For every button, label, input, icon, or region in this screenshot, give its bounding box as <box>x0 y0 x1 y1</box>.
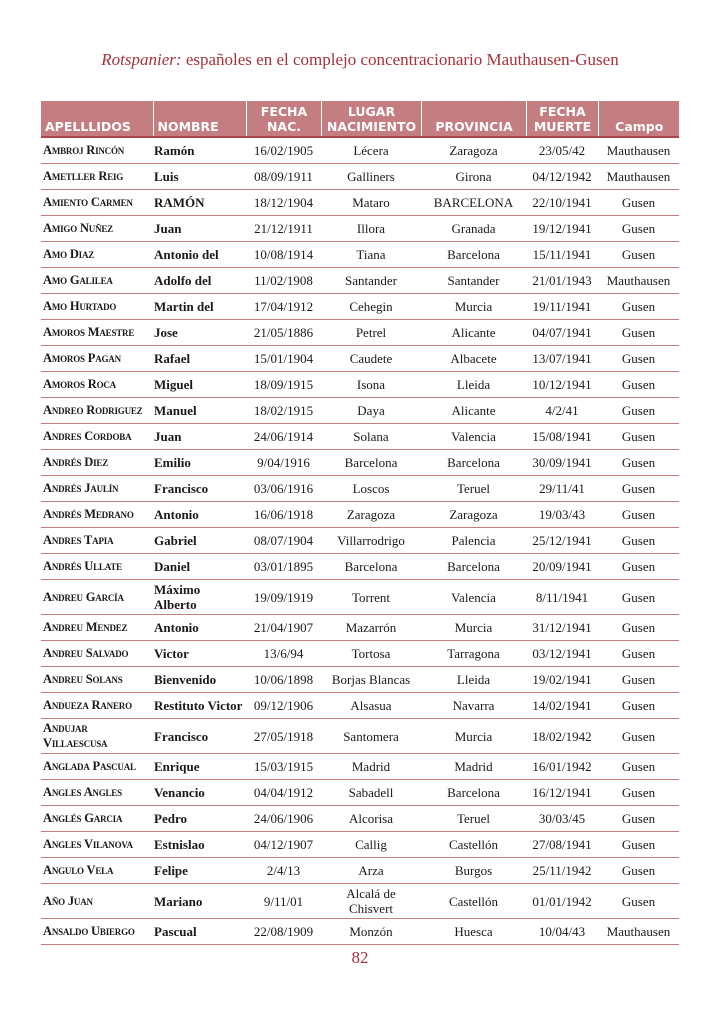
cell-apellidos: Angles Angles <box>41 780 153 806</box>
cell-fecha-muerte: 30/03/45 <box>526 806 598 832</box>
cell-campo: Mauthausen <box>598 919 679 945</box>
cell-fecha-nac: 27/05/1918 <box>246 719 321 754</box>
cell-lugar-nacimiento: Villarrodrigo <box>321 528 421 554</box>
cell-fecha-muerte: 4/2/41 <box>526 398 598 424</box>
cell-fecha-muerte: 31/12/1941 <box>526 615 598 641</box>
table-row <box>41 242 679 268</box>
cell-lugar-nacimiento: Illora <box>321 216 421 242</box>
cell-apellidos: Andreu Solans <box>41 667 153 693</box>
cell-lugar-nacimiento: Daya <box>321 398 421 424</box>
column-header-campo: Campo <box>598 101 679 137</box>
cell-fecha-nac: 18/02/1915 <box>246 398 321 424</box>
cell-fecha-muerte: 16/01/1942 <box>526 754 598 780</box>
cell-nombre: Pedro <box>153 806 246 832</box>
cell-campo: Gusen <box>598 346 679 372</box>
cell-fecha-nac: 21/04/1907 <box>246 615 321 641</box>
cell-nombre: Luis <box>153 164 246 190</box>
cell-lugar-nacimiento: Santomera <box>321 719 421 754</box>
cell-nombre: Victor <box>153 641 246 667</box>
cell-apellidos: Andres Tapia <box>41 528 153 554</box>
cell-apellidos: Amoros Pagan <box>41 346 153 372</box>
cell-fecha-muerte: 19/12/1941 <box>526 216 598 242</box>
cell-apellidos: Amo Galilea <box>41 268 153 294</box>
cell-campo: Gusen <box>598 398 679 424</box>
cell-campo: Gusen <box>598 667 679 693</box>
cell-fecha-muerte: 15/11/1941 <box>526 242 598 268</box>
table-row <box>41 450 679 476</box>
cell-provincia: Alicante <box>421 398 526 424</box>
table-row <box>41 580 679 615</box>
table-row <box>41 693 679 719</box>
cell-provincia: Murcia <box>421 719 526 754</box>
cell-lugar-nacimiento: Isona <box>321 372 421 398</box>
cell-nombre: Daniel <box>153 554 246 580</box>
cell-lugar-nacimiento: Tortosa <box>321 641 421 667</box>
cell-fecha-muerte: 15/08/1941 <box>526 424 598 450</box>
table-row <box>41 554 679 580</box>
table-row <box>41 190 679 216</box>
cell-campo: Gusen <box>598 580 679 615</box>
cell-fecha-muerte: 18/02/1942 <box>526 719 598 754</box>
cell-lugar-nacimiento: Cehegin <box>321 294 421 320</box>
cell-apellidos: Amoros Maestre <box>41 320 153 346</box>
cell-fecha-nac: 08/09/1911 <box>246 164 321 190</box>
cell-fecha-nac: 9/11/01 <box>246 884 321 919</box>
cell-fecha-nac: 18/09/1915 <box>246 372 321 398</box>
cell-nombre: Jose <box>153 320 246 346</box>
cell-fecha-nac: 21/12/1911 <box>246 216 321 242</box>
cell-lugar-nacimiento: Alcorisa <box>321 806 421 832</box>
cell-nombre: Mariano <box>153 884 246 919</box>
cell-fecha-nac: 19/09/1919 <box>246 580 321 615</box>
cell-nombre: Manuel <box>153 398 246 424</box>
cell-lugar-nacimiento: Monzón <box>321 919 421 945</box>
cell-fecha-muerte: 04/12/1942 <box>526 164 598 190</box>
cell-apellidos: Andrés Jaulín <box>41 476 153 502</box>
cell-fecha-muerte: 21/01/1943 <box>526 268 598 294</box>
cell-provincia: Palencia <box>421 528 526 554</box>
cell-campo: Gusen <box>598 754 679 780</box>
cell-provincia: Murcia <box>421 615 526 641</box>
cell-provincia: BARCELONA <box>421 190 526 216</box>
cell-fecha-nac: 15/01/1904 <box>246 346 321 372</box>
cell-apellidos: Andueza Ranero <box>41 693 153 719</box>
cell-nombre: Máximo Alberto <box>153 580 246 615</box>
cell-lugar-nacimiento: Madrid <box>321 754 421 780</box>
cell-fecha-nac: 24/06/1914 <box>246 424 321 450</box>
cell-nombre: Adolfo del <box>153 268 246 294</box>
cell-fecha-muerte: 25/11/1942 <box>526 858 598 884</box>
cell-provincia: Lleida <box>421 667 526 693</box>
cell-lugar-nacimiento: Caudete <box>321 346 421 372</box>
cell-fecha-nac: 03/06/1916 <box>246 476 321 502</box>
cell-provincia: Albacete <box>421 346 526 372</box>
cell-campo: Gusen <box>598 242 679 268</box>
cell-apellidos: Anglada Pascual <box>41 754 153 780</box>
deportee-table <box>41 101 679 945</box>
cell-fecha-muerte: 03/12/1941 <box>526 641 598 667</box>
cell-apellidos: Andujar Villaescusa <box>41 719 153 754</box>
cell-campo: Gusen <box>598 190 679 216</box>
table-row <box>41 858 679 884</box>
cell-apellidos: Ansaldo Ubiergo <box>41 919 153 945</box>
cell-apellidos: Andrés Diez <box>41 450 153 476</box>
cell-apellidos: Amo Diaz <box>41 242 153 268</box>
cell-provincia: Murcia <box>421 294 526 320</box>
cell-lugar-nacimiento: Torrent <box>321 580 421 615</box>
cell-nombre: Francisco <box>153 476 246 502</box>
cell-fecha-nac: 2/4/13 <box>246 858 321 884</box>
cell-lugar-nacimiento: Santander <box>321 268 421 294</box>
table-row <box>41 615 679 641</box>
cell-nombre: Emilio <box>153 450 246 476</box>
cell-provincia: Girona <box>421 164 526 190</box>
cell-campo: Gusen <box>598 450 679 476</box>
cell-nombre: Estnislao <box>153 832 246 858</box>
cell-campo: Gusen <box>598 780 679 806</box>
cell-campo: Gusen <box>598 320 679 346</box>
cell-lugar-nacimiento: Sabadell <box>321 780 421 806</box>
cell-campo: Gusen <box>598 216 679 242</box>
cell-lugar-nacimiento: Lécera <box>321 137 421 164</box>
cell-nombre: Antonio del <box>153 242 246 268</box>
cell-apellidos: Andreo Rodriguez <box>41 398 153 424</box>
table-body <box>41 137 679 945</box>
cell-apellidos: Ametller Reig <box>41 164 153 190</box>
cell-fecha-nac: 10/06/1898 <box>246 667 321 693</box>
cell-nombre: Antonio <box>153 615 246 641</box>
table-row <box>41 164 679 190</box>
cell-provincia: Zaragoza <box>421 502 526 528</box>
cell-provincia: Zaragoza <box>421 137 526 164</box>
cell-campo: Gusen <box>598 424 679 450</box>
cell-fecha-muerte: 16/12/1941 <box>526 780 598 806</box>
table-row <box>41 884 679 919</box>
cell-fecha-muerte: 14/02/1941 <box>526 693 598 719</box>
cell-nombre: Gabriel <box>153 528 246 554</box>
cell-fecha-muerte: 30/09/1941 <box>526 450 598 476</box>
table-row <box>41 476 679 502</box>
cell-fecha-muerte: 04/07/1941 <box>526 320 598 346</box>
cell-provincia: Granada <box>421 216 526 242</box>
cell-provincia: Teruel <box>421 806 526 832</box>
cell-campo: Gusen <box>598 719 679 754</box>
cell-provincia: Barcelona <box>421 780 526 806</box>
cell-nombre: Antonio <box>153 502 246 528</box>
running-title-rest: españoles en el complejo concentracionario Mauthausen-Gusen <box>181 50 619 69</box>
cell-lugar-nacimiento: Alcalá de Chisvert <box>321 884 421 919</box>
cell-apellidos: Andreu Mendez <box>41 615 153 641</box>
cell-nombre: Martin del <box>153 294 246 320</box>
cell-fecha-muerte: 29/11/41 <box>526 476 598 502</box>
cell-campo: Mauthausen <box>598 137 679 164</box>
running-title <box>0 50 720 70</box>
cell-nombre: Restituto Victor <box>153 693 246 719</box>
table-row <box>41 320 679 346</box>
table-row <box>41 780 679 806</box>
cell-apellidos: Amo Hurtado <box>41 294 153 320</box>
table-row <box>41 346 679 372</box>
cell-provincia: Tarragona <box>421 641 526 667</box>
cell-fecha-nac: 15/03/1915 <box>246 754 321 780</box>
cell-fecha-nac: 16/06/1918 <box>246 502 321 528</box>
table-row <box>41 398 679 424</box>
cell-provincia: Huesca <box>421 919 526 945</box>
cell-apellidos: Andreu García <box>41 580 153 615</box>
cell-lugar-nacimiento: Solana <box>321 424 421 450</box>
cell-provincia: Navarra <box>421 693 526 719</box>
cell-fecha-muerte: 20/09/1941 <box>526 554 598 580</box>
cell-apellidos: Anglés Garcia <box>41 806 153 832</box>
cell-provincia: Castellón <box>421 832 526 858</box>
table-row <box>41 424 679 450</box>
cell-provincia: Valencia <box>421 424 526 450</box>
table-row <box>41 372 679 398</box>
cell-lugar-nacimiento: Zaragoza <box>321 502 421 528</box>
cell-campo: Mauthausen <box>598 164 679 190</box>
cell-lugar-nacimiento: Arza <box>321 858 421 884</box>
cell-nombre: Juan <box>153 424 246 450</box>
cell-fecha-nac: 24/06/1906 <box>246 806 321 832</box>
table-row <box>41 806 679 832</box>
cell-nombre: Francisco <box>153 719 246 754</box>
column-header-lugar-nacimiento: LUGAR NACIMIENTO <box>321 101 421 137</box>
cell-fecha-muerte: 10/12/1941 <box>526 372 598 398</box>
cell-apellidos: Año Juan <box>41 884 153 919</box>
cell-fecha-muerte: 8/11/1941 <box>526 580 598 615</box>
cell-fecha-nac: 13/6/94 <box>246 641 321 667</box>
cell-campo: Gusen <box>598 502 679 528</box>
cell-fecha-nac: 21/05/1886 <box>246 320 321 346</box>
table-row <box>41 754 679 780</box>
cell-lugar-nacimiento: Barcelona <box>321 450 421 476</box>
cell-nombre: Felipe <box>153 858 246 884</box>
cell-apellidos: Amigo Nuñez <box>41 216 153 242</box>
cell-nombre: Rafael <box>153 346 246 372</box>
cell-fecha-nac: 04/12/1907 <box>246 832 321 858</box>
cell-apellidos: Andrés Medrano <box>41 502 153 528</box>
column-header-apellidos: APELLLIDOS <box>41 101 153 137</box>
cell-fecha-muerte: 27/08/1941 <box>526 832 598 858</box>
running-title-italic: Rotspanier: <box>101 50 182 69</box>
cell-nombre: RAMÓN <box>153 190 246 216</box>
page-number: 82 <box>351 948 369 967</box>
cell-nombre: Miguel <box>153 372 246 398</box>
cell-fecha-nac: 9/04/1916 <box>246 450 321 476</box>
cell-fecha-nac: 22/08/1909 <box>246 919 321 945</box>
table-row <box>41 502 679 528</box>
cell-provincia: Valencia <box>421 580 526 615</box>
cell-provincia: Santander <box>421 268 526 294</box>
cell-provincia: Alicante <box>421 320 526 346</box>
table-row <box>41 528 679 554</box>
cell-fecha-muerte: 01/01/1942 <box>526 884 598 919</box>
column-header-provincia: PROVINCIA <box>421 101 526 137</box>
cell-fecha-nac: 03/01/1895 <box>246 554 321 580</box>
cell-fecha-nac: 17/04/1912 <box>246 294 321 320</box>
cell-fecha-muerte: 25/12/1941 <box>526 528 598 554</box>
cell-apellidos: Angulo Vela <box>41 858 153 884</box>
cell-provincia: Lleida <box>421 372 526 398</box>
cell-fecha-nac: 10/08/1914 <box>246 242 321 268</box>
cell-lugar-nacimiento: Loscos <box>321 476 421 502</box>
table-row <box>41 137 679 164</box>
cell-nombre: Juan <box>153 216 246 242</box>
cell-provincia: Barcelona <box>421 242 526 268</box>
cell-fecha-muerte: 19/03/43 <box>526 502 598 528</box>
cell-fecha-nac: 08/07/1904 <box>246 528 321 554</box>
cell-campo: Gusen <box>598 615 679 641</box>
table-header-row <box>41 101 679 137</box>
cell-apellidos: Angles Vilanova <box>41 832 153 858</box>
table-row <box>41 919 679 945</box>
cell-apellidos: Amiento Carmen <box>41 190 153 216</box>
cell-apellidos: Andrés Ullate <box>41 554 153 580</box>
cell-campo: Gusen <box>598 832 679 858</box>
cell-lugar-nacimiento: Borjas Blancas <box>321 667 421 693</box>
cell-fecha-nac: 04/04/1912 <box>246 780 321 806</box>
cell-apellidos: Andreu Salvado <box>41 641 153 667</box>
cell-campo: Mauthausen <box>598 268 679 294</box>
cell-nombre: Pascual <box>153 919 246 945</box>
cell-campo: Gusen <box>598 528 679 554</box>
table-row <box>41 216 679 242</box>
cell-lugar-nacimiento: Barcelona <box>321 554 421 580</box>
cell-campo: Gusen <box>598 693 679 719</box>
cell-campo: Gusen <box>598 884 679 919</box>
cell-campo: Gusen <box>598 858 679 884</box>
cell-fecha-muerte: 19/02/1941 <box>526 667 598 693</box>
table-row <box>41 719 679 754</box>
cell-provincia: Barcelona <box>421 554 526 580</box>
cell-lugar-nacimiento: Galliners <box>321 164 421 190</box>
cell-lugar-nacimiento: Alsasua <box>321 693 421 719</box>
cell-campo: Gusen <box>598 554 679 580</box>
cell-nombre: Bienvenido <box>153 667 246 693</box>
cell-fecha-nac: 11/02/1908 <box>246 268 321 294</box>
cell-campo: Gusen <box>598 294 679 320</box>
cell-nombre: Enrique <box>153 754 246 780</box>
cell-fecha-muerte: 13/07/1941 <box>526 346 598 372</box>
cell-fecha-muerte: 10/04/43 <box>526 919 598 945</box>
cell-fecha-nac: 18/12/1904 <box>246 190 321 216</box>
table-row <box>41 268 679 294</box>
cell-provincia: Teruel <box>421 476 526 502</box>
column-header-fecha-nac: FECHA NAC. <box>246 101 321 137</box>
table-row <box>41 294 679 320</box>
cell-campo: Gusen <box>598 476 679 502</box>
cell-lugar-nacimiento: Mataro <box>321 190 421 216</box>
cell-lugar-nacimiento: Mazarrón <box>321 615 421 641</box>
cell-fecha-nac: 16/02/1905 <box>246 137 321 164</box>
cell-fecha-muerte: 19/11/1941 <box>526 294 598 320</box>
cell-fecha-muerte: 23/05/42 <box>526 137 598 164</box>
cell-apellidos: Ambroj Rincón <box>41 137 153 164</box>
cell-fecha-nac: 09/12/1906 <box>246 693 321 719</box>
cell-lugar-nacimiento: Callig <box>321 832 421 858</box>
table-row <box>41 641 679 667</box>
cell-campo: Gusen <box>598 372 679 398</box>
column-header-fecha-muerte: FECHA MUERTE <box>526 101 598 137</box>
cell-lugar-nacimiento: Petrel <box>321 320 421 346</box>
cell-provincia: Barcelona <box>421 450 526 476</box>
cell-provincia: Burgos <box>421 858 526 884</box>
column-header-nombre: NOMBRE <box>153 101 246 137</box>
cell-apellidos: Andres Cordoba <box>41 424 153 450</box>
cell-campo: Gusen <box>598 806 679 832</box>
cell-fecha-muerte: 22/10/1941 <box>526 190 598 216</box>
table-row <box>41 667 679 693</box>
cell-provincia: Madrid <box>421 754 526 780</box>
cell-nombre: Venancio <box>153 780 246 806</box>
cell-campo: Gusen <box>598 641 679 667</box>
table-row <box>41 832 679 858</box>
cell-nombre: Ramón <box>153 137 246 164</box>
cell-lugar-nacimiento: Tiana <box>321 242 421 268</box>
cell-provincia: Castellón <box>421 884 526 919</box>
cell-apellidos: Amoros Roca <box>41 372 153 398</box>
